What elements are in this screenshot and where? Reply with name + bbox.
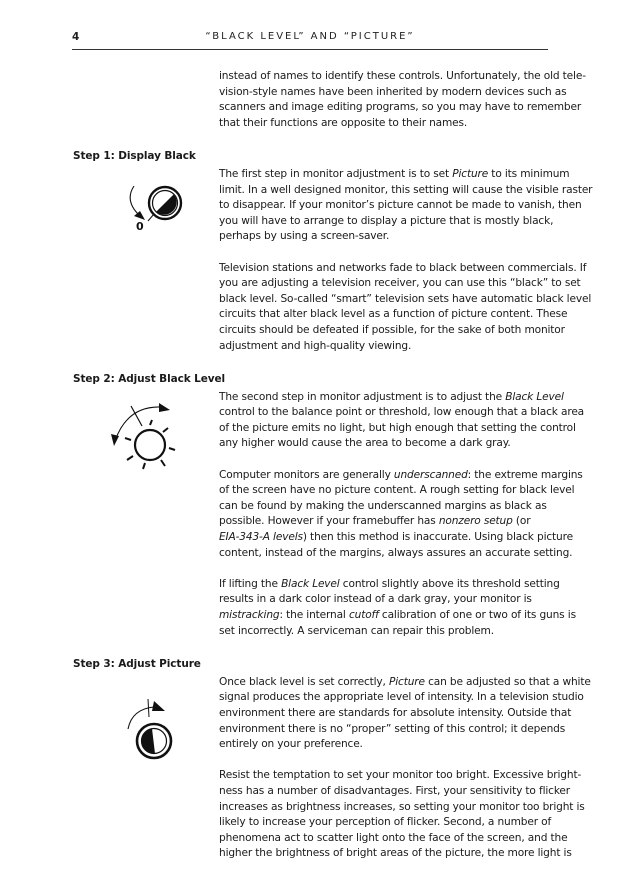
intro-paragraph [219,69,586,147]
text-run: likely to increase your perception of flicker. Second, a number of [219,816,552,829]
text-run: phenomena act to scatter light onto the face of the screen, and the [219,831,568,844]
text-line: scanners and image editing programs, so you may have to remember [219,101,582,114]
text-line [219,323,564,339]
step-1-heading: Step 1: Display Black [73,149,196,162]
text-run: results in a dark color instead of a dark gray, your monitor is [219,593,532,606]
italic-term: underscanned [393,468,468,481]
text-line [219,276,581,292]
step-3-gutter [0,675,219,769]
step-2-text [219,390,585,655]
text-run: environment there is no “proper” setting of this control; it depends [219,722,566,735]
text-run: The second step in monitor adjustment is to adjust the [219,390,506,403]
text-run: Once black level is set correctly, [219,675,389,688]
text-line [219,421,576,437]
text-line: vision-style names have been inherited by modern devices such as [219,85,567,98]
text-line [219,546,573,562]
step-2-heading: Step 2: Adjust Black Level [73,372,226,385]
text-run: you are adjusting a television receiver, you can use this “black” to set [219,277,581,290]
text-line [219,608,576,624]
text-line [219,846,572,862]
text-line [219,530,573,546]
italic-term: cutoff [348,609,379,621]
step-3-text [219,675,591,878]
text-run: entirely on your preference. [219,738,363,751]
text-run: perhaps by using a screen-saver. [219,230,390,243]
text-run: Computer monitors are generally [219,468,394,481]
step-2 [0,370,619,655]
text-line [219,815,564,831]
step-2-paragraph-1 [219,390,585,452]
text-line [219,229,564,245]
italic-term: Picture [452,167,489,180]
text-line [219,737,564,753]
text-run: of the picture emits no light, but high enough that setting the control [219,421,576,434]
step-3-heading: Step 3: Adjust Picture [73,657,201,670]
text-run: black level. So-called “smart” television sets have automatic black level [219,292,592,305]
text-line [219,514,564,530]
text-line [219,292,592,308]
text-run: circuits should be defeated if possible, for the sake of both monitor [219,323,565,336]
text-run: signal produces the appropriate level of intensity. In a television studio [219,691,584,704]
running-head-title: “BLACK LEVEL” AND “PICTURE” [205,31,415,42]
text-line [219,577,564,593]
text-line: that their functions are opposite to their names. [219,116,468,129]
text-line [219,784,571,800]
italic-term: EIA-343-A levels [219,531,303,544]
text-line [219,214,564,230]
text-run: The first step in monitor adjustment is to set [219,167,453,180]
step-2-paragraph-3 [219,577,576,639]
text-line [219,690,584,706]
text-line [219,722,564,738]
italic-term: Black Level [505,390,564,403]
text-line [219,706,572,722]
text-run: ) then this method is inaccurate. Using black picture [302,531,573,544]
sun-brightness-dial-icon [105,396,185,476]
step-1-paragraph-2 [219,261,592,355]
text-line [219,624,564,640]
text-run: to disappear. If your monitor’s picture cannot be made to vanish, then [219,199,582,212]
text-run: higher the brightness of bright areas of the picture, the more light is [219,847,572,860]
text-line [219,198,582,214]
page-number: 4 [72,31,80,43]
text-run: : the internal [279,609,349,621]
text-run: limit. In a well designed monitor, this setting will cause the visible raster [219,183,593,196]
step-3-paragraph-2 [219,768,585,862]
step-3-paragraph-1 [219,675,591,753]
text-run: calibration of one or two of its guns is [378,609,576,621]
text-line [219,800,585,816]
text-run: increases as brightness increases, so setting your monitor too bright is [219,800,585,813]
text-run: control to the balance point or threshold, low enough that a black area [219,406,585,419]
step-2-paragraph-2 [219,468,583,562]
text-run: you will have to arrange to display a picture that is mostly black, [219,214,554,227]
text-run: adjustment and high-quality viewing. [219,339,412,352]
text-run: to its minimum [488,167,570,180]
step-1-text [219,167,593,370]
text-line [219,307,568,323]
step-1 [0,147,619,370]
text-run: Resist the temptation to set your monitor too bright. Excessive bright- [219,769,582,782]
step-1-paragraph-1 [219,167,593,245]
text-run: If lifting the [219,577,282,590]
text-run: circuits that alter black level as a function of picture content. These [219,308,568,321]
text-line [219,468,583,484]
text-run: possible. However if your framebuffer has [219,515,439,528]
page-body [0,50,619,878]
dial-turned-to-zero-icon [118,181,188,241]
text-line [219,831,568,847]
text-line [219,339,564,355]
italic-term: mistracking [219,609,280,621]
text-run: (or [512,515,531,528]
text-run: set incorrectly. A serviceman can repair this problem. [219,624,494,637]
text-line [219,390,564,406]
text-run: control slightly above its threshold setting [339,577,560,590]
page-header [72,0,548,50]
text-run: can be found by making the underscanned margins as black as [219,499,547,512]
text-run: environment there are standards for absolute intensity. Outside that [219,706,572,719]
italic-term: Picture [389,675,425,688]
contrast-dial-turn-up-icon [120,699,190,769]
step-3 [0,655,619,878]
text-line [219,675,591,691]
text-line [219,436,564,452]
text-run: Television stations and networks fade to black between commercials. If [219,261,587,274]
text-run: can be adjusted so that a white [424,675,591,688]
text-line: instead of names to identify these controls. Unfortunately, the old tele- [219,70,586,82]
text-run: of the screen have no picture content. A rough setting for black level [219,484,575,497]
intro-row [0,69,619,147]
text-line [219,261,587,277]
text-run: : the extreme margins [467,468,583,481]
text-line [219,499,564,515]
text-run: content, instead of the margins, always assures an accurate setting. [219,546,573,559]
text-line [219,405,585,421]
italic-term: nonzero setup [438,515,513,528]
dial-zero-label: 0 [136,219,144,233]
text-run: ness has a number of disadvantages. First, your sensitivity to flicker [219,784,571,797]
step-2-gutter [0,390,219,476]
text-line [219,167,570,183]
text-line [219,592,564,608]
text-line [219,768,582,784]
text-line [219,483,575,499]
text-run: any higher would cause the area to become a dark gray. [219,437,511,450]
text-line [219,183,593,199]
step-1-gutter [0,167,219,241]
italic-term: Black Level [281,577,340,590]
